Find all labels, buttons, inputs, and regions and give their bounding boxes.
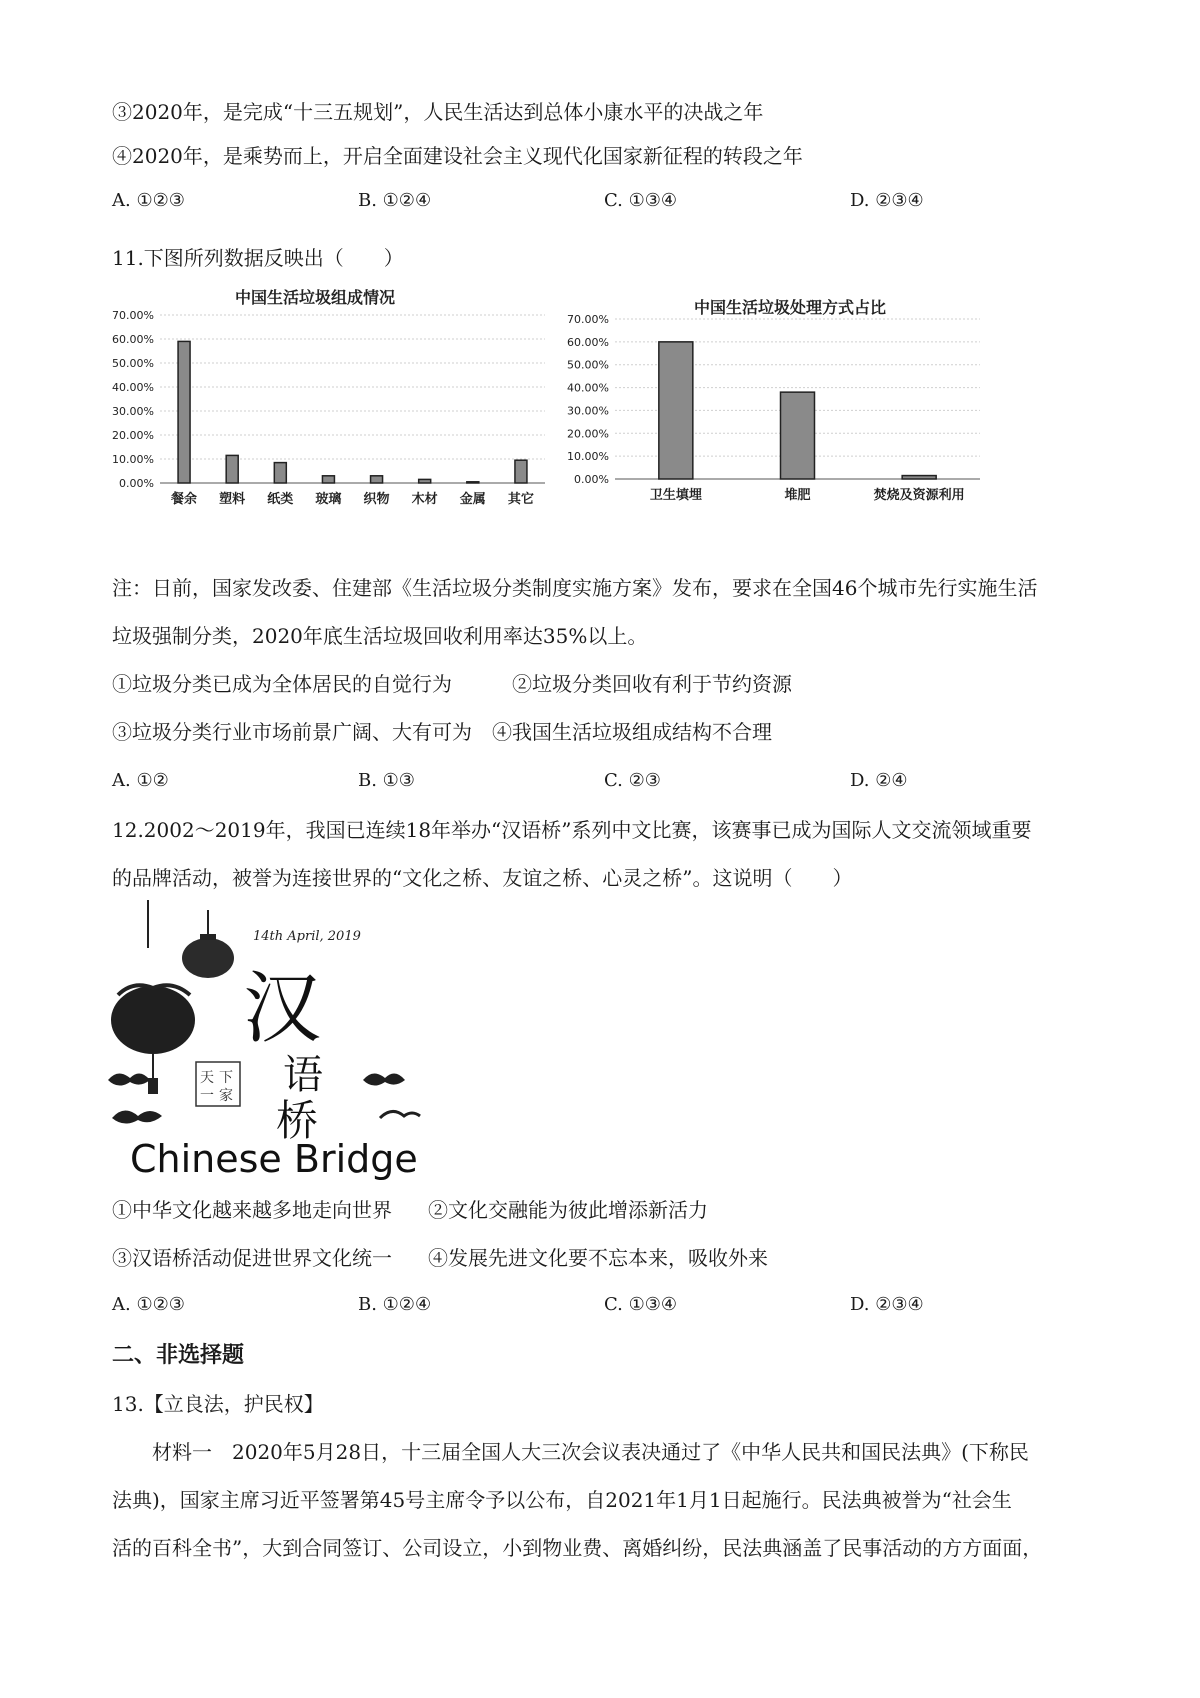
q10-item-3: ③2020年，是完成“十三五规划”，人民生活达到总体小康水平的决战之年 xyxy=(112,100,764,124)
logo-english: Chinese Bridge xyxy=(130,1137,418,1180)
q10-option-c: C. ①③④ xyxy=(604,190,677,211)
big-lantern-icon xyxy=(111,986,195,1054)
logo-char-qiao: 桥 xyxy=(276,1096,319,1145)
q12-option-d: D. ②③④ xyxy=(850,1294,924,1315)
x-category-label: 餐余 xyxy=(171,492,198,507)
q12-item-3: ③汉语桥活动促进世界文化统一 xyxy=(112,1246,392,1270)
seal-char-1: 天 xyxy=(200,1070,214,1086)
q11-note-line-1: 注：日前，国家发改委、住建部《生活垃圾分类制度实施方案》发布，要求在全国46个城市先行实施生活 xyxy=(112,576,1038,600)
x-category-label: 玻璃 xyxy=(315,492,342,507)
q12-option-c: C. ①③④ xyxy=(604,1294,677,1315)
cloud-left-icon xyxy=(108,1073,150,1085)
q12-item-2: ②文化交融能为彼此增添新活力 xyxy=(428,1198,708,1222)
logo-date: 14th April, 2019 xyxy=(253,929,361,944)
bar xyxy=(467,482,479,483)
x-category-label: 其它 xyxy=(507,492,534,507)
y-tick-label: 20.00% xyxy=(112,429,154,442)
x-category-label: 织物 xyxy=(363,492,390,507)
q11-option-d: D. ②④ xyxy=(850,770,908,791)
chart-garbage-composition xyxy=(100,285,550,560)
y-tick-label: 20.00% xyxy=(567,427,609,441)
y-tick-label: 50.00% xyxy=(567,358,609,372)
y-tick-label: 0.00% xyxy=(574,473,609,486)
q13-title: 13.【立良法，护民权】 xyxy=(112,1392,324,1416)
bar xyxy=(274,463,286,483)
chart-title: 中国生活垃圾处理方式占比 xyxy=(693,298,887,317)
q11-option-b: B. ①③ xyxy=(358,770,415,791)
q11-note-line-2: 垃圾强制分类，2020年底生活垃圾回收利用率达35%以上。 xyxy=(112,624,648,648)
bar xyxy=(781,392,815,479)
x-category-label: 木材 xyxy=(411,492,438,507)
y-tick-label: 10.00% xyxy=(112,453,154,466)
q10-option-a: A. ①②③ xyxy=(112,190,185,211)
seal-char-3: 一 xyxy=(200,1088,214,1104)
q12-option-a: A. ①②③ xyxy=(112,1294,185,1315)
y-tick-label: 70.00% xyxy=(112,309,154,322)
x-category-label: 焚烧及资源利用 xyxy=(873,488,965,503)
logo-char-yu: 语 xyxy=(283,1052,323,1098)
bar xyxy=(322,476,334,483)
y-tick-label: 40.00% xyxy=(567,381,609,395)
q10-item-4: ④2020年，是乘势而上，开启全面建设社会主义现代化国家新征程的转段之年 xyxy=(112,144,803,168)
q11-option-c: C. ②③ xyxy=(604,770,661,791)
y-tick-label: 60.00% xyxy=(112,333,154,346)
q11-item-3: ③垃圾分类行业市场前景广阔、大有可为 xyxy=(112,720,472,744)
y-tick-label: 30.00% xyxy=(567,404,609,418)
bar xyxy=(226,455,238,483)
q12-option-b: B. ①②④ xyxy=(358,1294,432,1315)
q10-option-b: B. ①②④ xyxy=(358,190,432,211)
logo-char-han: 汉 xyxy=(243,964,322,1054)
bar xyxy=(419,479,431,483)
small-lantern-icon xyxy=(182,938,234,978)
logo-seal xyxy=(196,1062,240,1106)
x-category-label: 纸类 xyxy=(267,492,294,507)
q11-item-2: ②垃圾分类回收有利于节约资源 xyxy=(512,672,792,696)
section-title: 二、非选择题 xyxy=(112,1343,245,1368)
q13-paragraph-line-2: 法典)，国家主席习近平签署第45号主席令予以公布，自2021年1月1日起施行。民法典被誉为“社会生 xyxy=(112,1488,1012,1512)
chart-garbage-disposal xyxy=(555,295,985,560)
chinese-bridge-logo xyxy=(108,900,438,1180)
q11-stem: 11.下图所列数据反映出（ ） xyxy=(112,246,404,270)
q10-option-d: D. ②③④ xyxy=(850,190,924,211)
x-category-label: 塑料 xyxy=(219,492,246,507)
bar xyxy=(515,460,527,483)
q11-item-1: ①垃圾分类已成为全体居民的自觉行为 xyxy=(112,672,452,696)
x-category-label: 金属 xyxy=(459,492,486,507)
y-tick-label: 40.00% xyxy=(112,381,154,394)
q12-item-4: ④发展先进文化要不忘本来，吸收外来 xyxy=(428,1246,768,1270)
y-tick-label: 10.00% xyxy=(567,450,609,464)
chart-title: 中国生活垃圾组成情况 xyxy=(234,288,396,307)
q13-paragraph-line-3: 活的百科全书”，大到合同签订、公司设立，小到物业费、离婚纠纷，民法典涵盖了民事活动的方方面面， xyxy=(112,1536,1043,1560)
seal-char-2: 下 xyxy=(219,1070,233,1086)
q13-paragraph-line-1: 材料一 2020年5月28日，十三届全国人大三次会议表决通过了《中华人民共和国民法典》(下称民 xyxy=(112,1440,1029,1464)
bar xyxy=(371,476,383,483)
q12-item-1: ①中华文化越来越多地走向世界 xyxy=(112,1198,392,1222)
bar xyxy=(659,342,693,479)
q11-option-a: A. ①② xyxy=(112,770,169,791)
x-category-label: 堆肥 xyxy=(784,488,811,503)
y-tick-label: 60.00% xyxy=(567,335,609,349)
y-tick-label: 30.00% xyxy=(112,405,154,418)
y-tick-label: 70.00% xyxy=(567,313,609,326)
bar xyxy=(902,476,936,479)
q12-stem-line-2: 的品牌活动，被誉为连接世界的“文化之桥、友谊之桥、心灵之桥”。这说明（ ） xyxy=(112,866,853,890)
bar xyxy=(178,341,190,483)
y-tick-label: 50.00% xyxy=(112,357,154,370)
y-tick-label: 0.00% xyxy=(119,477,154,490)
seal-char-4: 家 xyxy=(219,1088,233,1104)
q12-stem-line-1: 12.2002～2019年，我国已连续18年举办“汉语桥”系列中文比赛，该赛事已成为国际人文交流领域重要 xyxy=(112,818,1032,842)
q11-item-4: ④我国生活垃圾组成结构不合理 xyxy=(492,720,772,744)
x-category-label: 卫生填埋 xyxy=(649,488,702,503)
cloud-right-icon xyxy=(363,1073,405,1085)
